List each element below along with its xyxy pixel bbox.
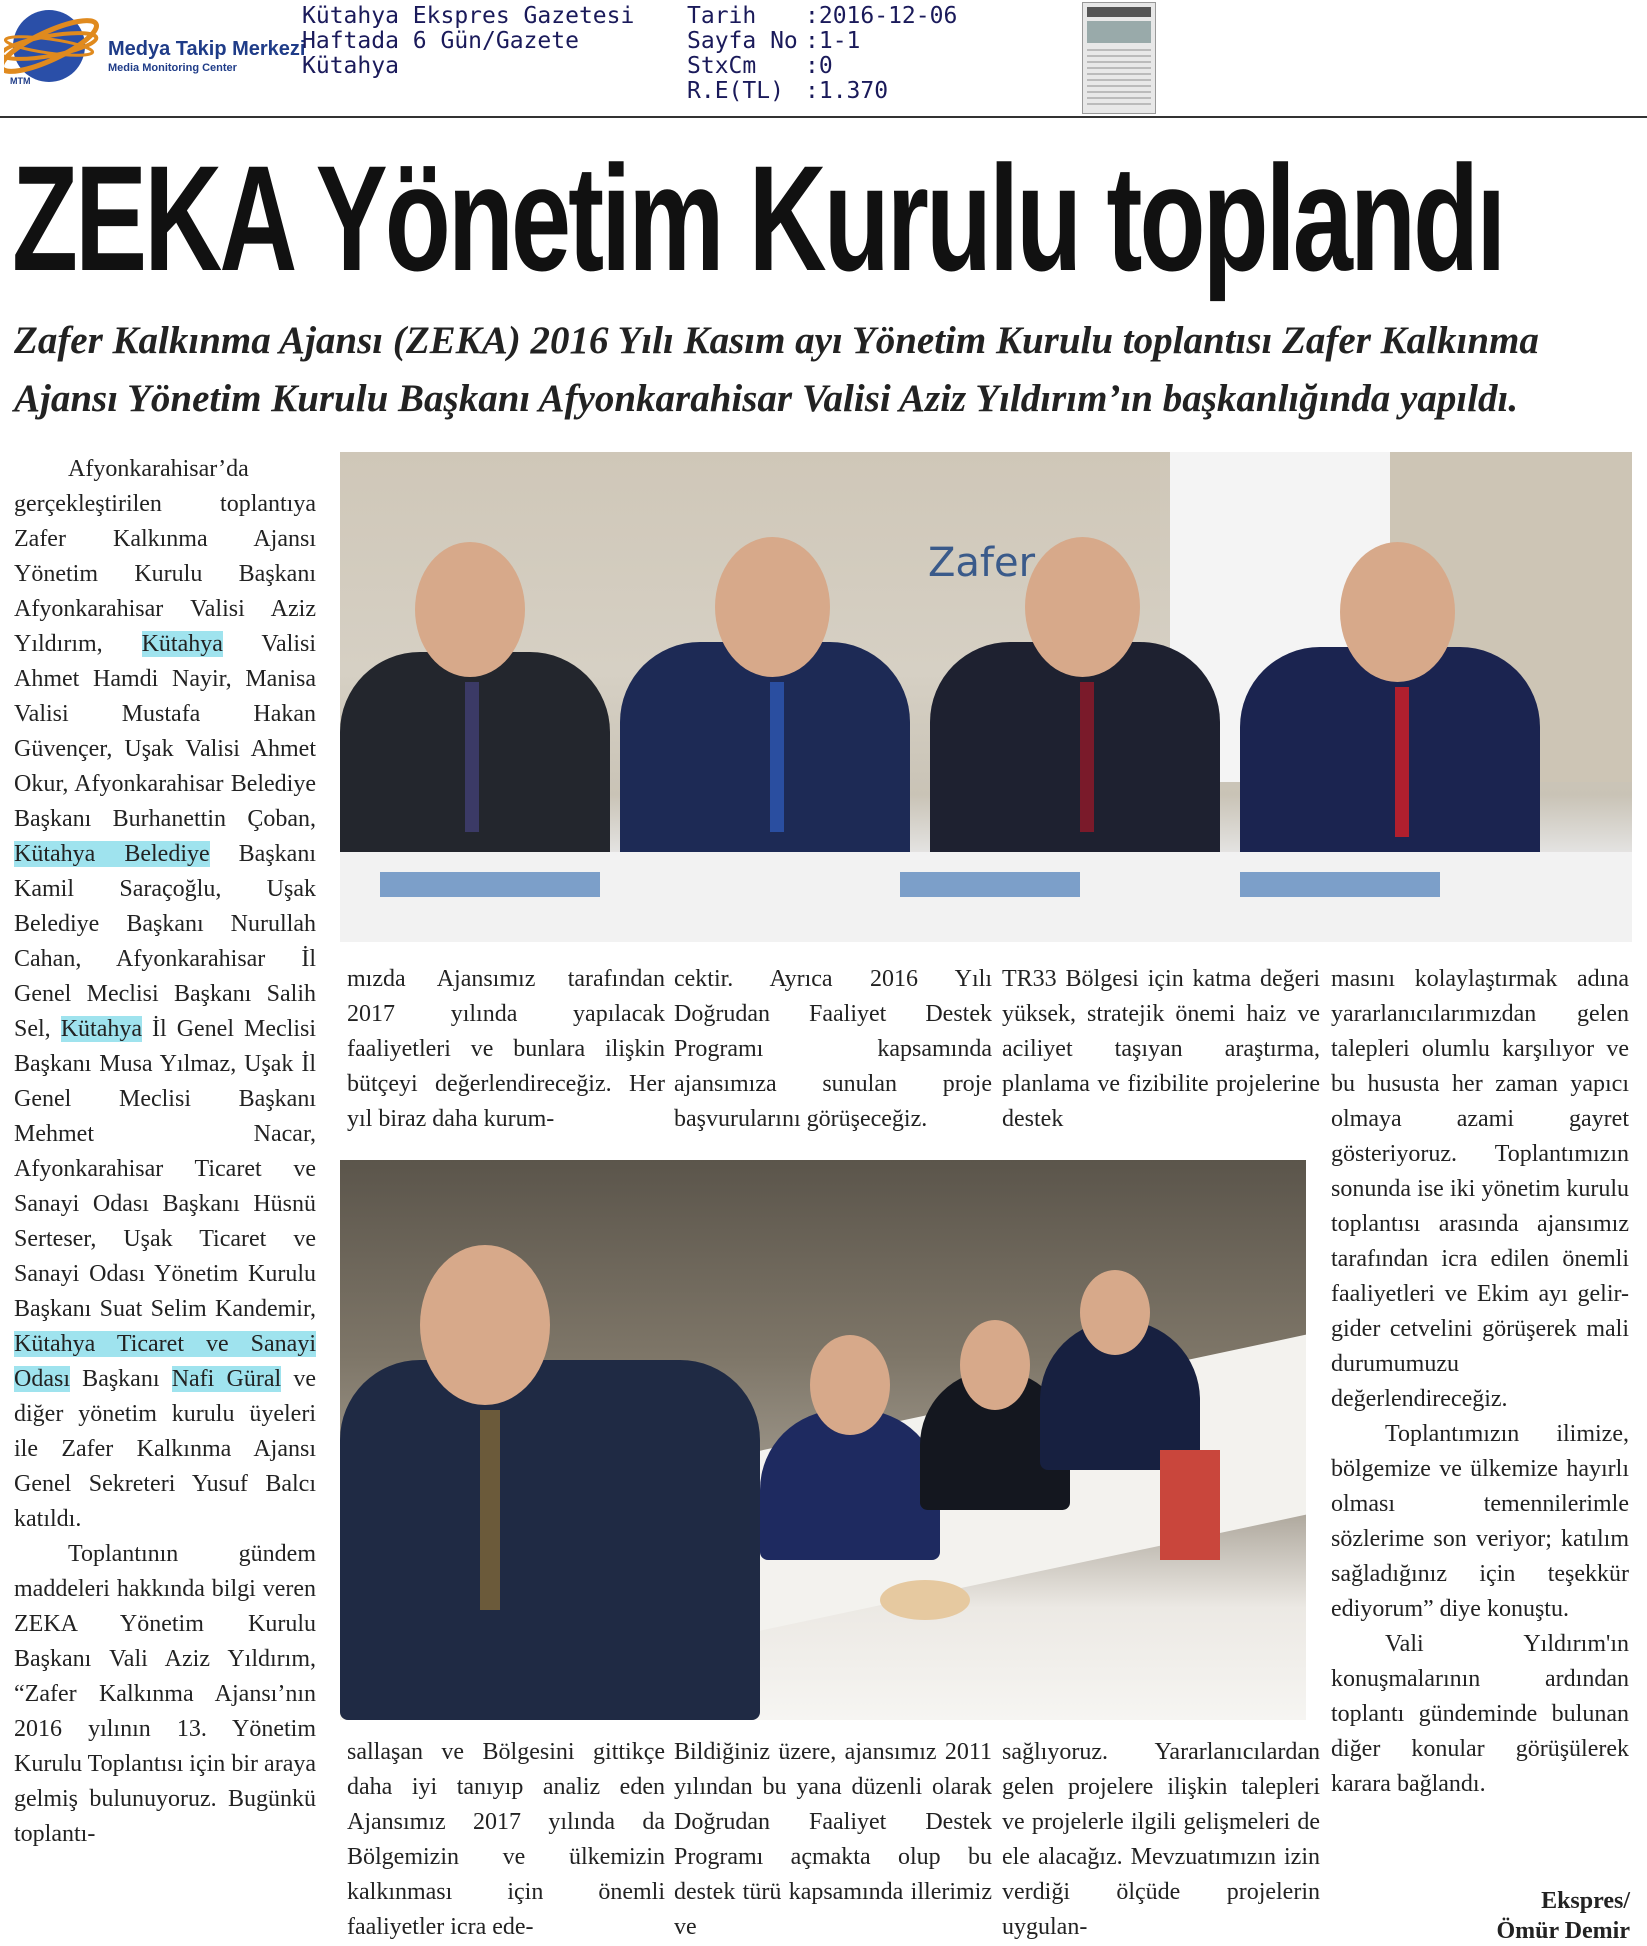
deck: Zafer Kalkınma Ajansı (ZEKA) 2016 Yılı Kasım ayı Yönetim Kurulu toplantısı Zafer Kalkınma Ajansı Yönetim Kurulu Başkanı Afyonkarahisar Valisi Aziz Yıldırım’ın başkanlığında yapıldı. — [14, 319, 1539, 420]
column-4-bottom: sağlıyoruz. Yararlanıcılardan gelen projelere ilişkin talepleri ve projelerle ilgili gelişmeleri de ele alacağız. Mevzuatımızın izin verdiği ölçüde projelerin uygulan- — [1002, 1739, 1320, 1940]
highlight-kutahya: Kütahya — [60, 1016, 142, 1042]
clipping-meta — [687, 4, 957, 104]
logo-subtitle: Media Monitoring Center — [108, 62, 237, 74]
photo-meeting-table — [340, 1160, 1306, 1720]
meta-row-page: Sayfa No :1-1 — [687, 28, 861, 54]
byline: Ekspres/ Ömür Demir — [1496, 1888, 1630, 1944]
logo-abbr: MTM — [10, 76, 31, 86]
highlight-kutahya: Kütahya — [141, 631, 223, 657]
highlight-nafi-gural: Nafi Güral — [171, 1366, 282, 1392]
photo-banner-text: Zafer — [928, 540, 1036, 586]
meta-row-stxcm: StxCm :0 — [687, 53, 833, 79]
column-2-top: mızda Ajansımız tarafından 2017 yılında yapılacak faaliyetleri ve bunlara ilişkin bütçeyi değerlendireceğiz. Her yıl biraz daha kurum- — [347, 966, 665, 1132]
publication-city: Kütahya — [302, 53, 399, 79]
paragraph-1: Afyonkarahisar’da gerçekleştirilen toplantıya Zafer Kalkınma Ajansı Yönetim Kurulu Başkanı Afyonkarahisar Valisi Aziz Yıldırım, Kütahya Valisi Ahmet Hamdi Nayir, Manisa Valisi Mustafa Hakan Güvençer, Uşak Valisi Ahmet Okur, Afyonkarahisar Belediye Başkanı Burhanettin Çoban, Kütahya Belediye Başkanı Kamil Saraçoğlu, Uşak Belediye Başkanı Nurullah Cahan, Afyonkarahisar İl Genel Meclisi Başkanı Salih Sel, Kütahya İl Genel Meclisi Başkanı Musa Yılmaz, Uşak İl Genel Meclisi Başkanı Mehmet Nacar, Afyonkarahisar Ticaret ve Sanayi Odası Başkanı Hüsnü Serteser, Uşak Ticaret ve Sanayi Odası Yönetim Kurulu Başkanı Suat Selim Kandemir, Kütahya Ticaret ve Sanayi Odası Başkanı Nafi Güral ve diğer yönetim kurulu üyeleri ile Zafer Kalkınma Ajansı Genel Sekreteri Yusuf Balcı katıldı. — [14, 456, 316, 1532]
photo-board-members — [340, 452, 1632, 942]
meta-row-date: Tarih :2016-12-06 — [687, 3, 958, 29]
highlight-kutahya-belediye: Kütahya Belediye — [14, 841, 210, 867]
column-2-bottom: sallaşan ve Bölgesini gittikçe daha iyi tanıyıp analiz eden Ajansımız 2017 yılında da Bölgemizin ve ülkemizin kalkınması için önemli faaliyetler icra ede- — [347, 1739, 665, 1940]
column-1 — [14, 452, 316, 1852]
header-divider — [0, 116, 1647, 118]
column-3-top: cektir. Ayrıca 2016 Yılı Doğrudan Faaliyet Destek Programı kapsamında ajansımıza sunulan proje başvurularını görüşeceğiz. — [674, 966, 992, 1132]
headline: ZEKA Yönetim Kurulu toplandı — [12, 134, 1504, 302]
publication-frequency: Haftada 6 Gün/Gazete — [302, 28, 579, 54]
column-3-bottom: Bildiğiniz üzere, ajansımız 2011 yılından bu yana düzenli olarak Doğrudan Faaliyet Destek Programı açmakta olup bu destek türü kapsamında illerimiz ve — [674, 1739, 992, 1940]
column-4-top: TR33 Bölgesi için katma değeri yüksek, stratejik önemi haiz ve aciliyet taşıyan araştırma, planlama ve fizibilite projelerine destek — [1002, 966, 1320, 1132]
highlight-kutahya-tso: Kütahya Ticaret ve Sanayi Odası — [14, 1331, 316, 1392]
page-thumbnail[interactable] — [1082, 2, 1156, 114]
publication-info — [302, 4, 634, 79]
column-5: masını kolaylaştırmak adına yararlanıcılarımızdan gelen talepleri olumlu karşılıyor ve bu hususta her zaman yapıcı olmaya azami gayret gösteriyoruz. Toplantımızın sonunda ise iki yönetim kurulu toplantısı arasında ajansımız tarafından icra edilen önemli faaliyetleri ve Ekim ayı gelir-gider cetvelini görüşerek mali durumumuzu değerlendireceğiz. Toplantımızın ilimize, bölgemize ve ülkemize hayırlı olması temennilerimle sözlerime son veriyor; katılım sağladığınız için teşekkür ediyorum” diye konuştu. Vali Yıldırım'ın konuşmalarının ardından toplantı gündeminde bulunan diğer konular görüşülerek karara bağlandı. — [1331, 966, 1629, 1797]
logo-name: Medya Takip Merkezi — [108, 38, 306, 60]
meta-row-ad-value: R.E(TL) :1.370 — [687, 78, 889, 104]
paragraph-2: Toplantının gündem maddeleri hakkında bilgi veren ZEKA Yönetim Kurulu Başkanı Vali Aziz Yıldırım, “Zafer Kalkınma Ajansı’nın 2016 yılının 13. Yönetim Kurulu Toplantısı için bir araya gelmiş bulunuyoruz. Bugünkü toplantı- — [14, 1541, 316, 1847]
publication-name: Kütahya Ekspres Gazetesi — [302, 3, 635, 29]
